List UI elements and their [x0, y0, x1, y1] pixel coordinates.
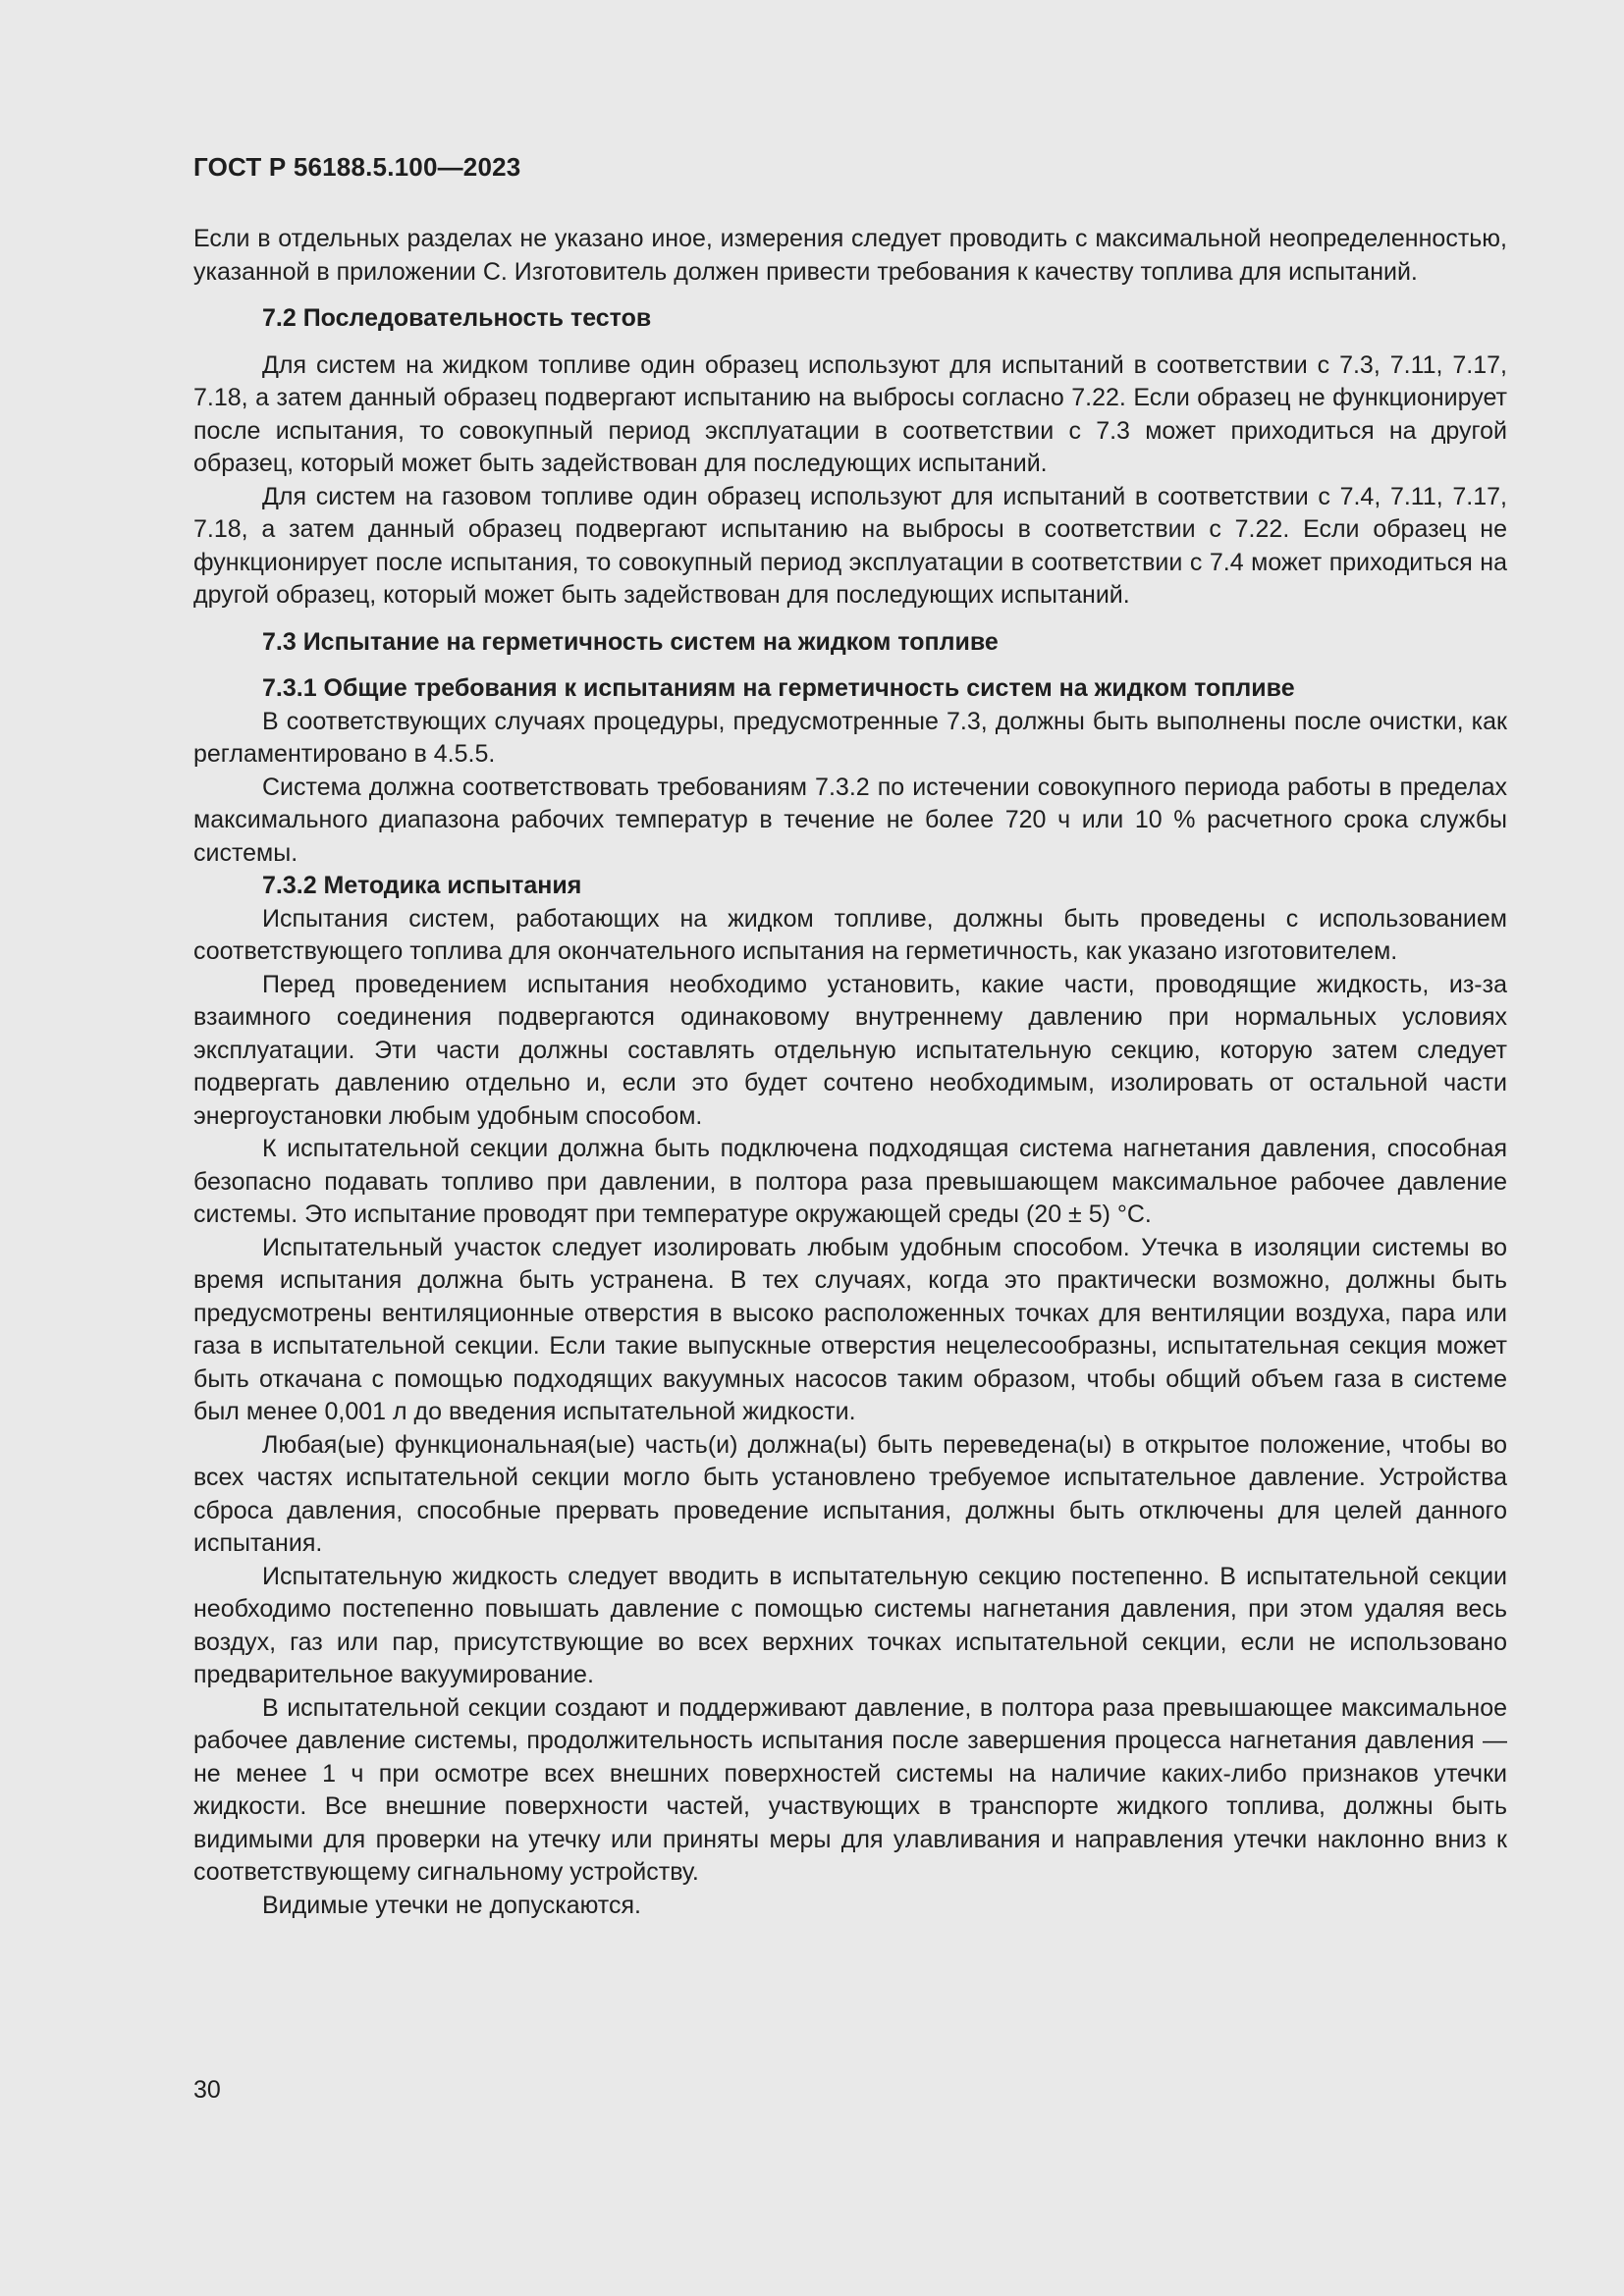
paragraph-7-3-2-g: В испытательной секции создают и поддерживают давление, в полтора раза превышающее максимальное рабочее давление системы, продолжительность испытания после завершения процесса нагнетания давления — не менее 1 ч при осмотре всех внешних поверхностей системы на наличие каких-либо признаков утечки жидкости. Все внешние поверхности частей, участвующих в транспорте жидкого топлива, должны быть видимыми для проверки на утечку или приняты меры для улавливания и направления утечки наклонно вниз к соответствующему сигнальному устройству. — [193, 1693, 1507, 1886]
paragraph-7-3-1-b: Система должна соответствовать требованиям 7.3.2 по истечении совокупного периода работы в пределах максимального диапазона рабочих температур в течение не более 720 ч или 10 % расчетного срока службы системы. — [193, 773, 1507, 867]
paragraph-7-3-2-h: Видимые утечки не допускаются. — [262, 1891, 641, 1919]
paragraph-7-3-2-d: Испытательный участок следует изолировать любым удобным способом. Утечка в изоляции системы во время испытания должна быть устранена. В тех случаях, когда это практически возможно, должны быть предусмотрены вентиляционные отверстия в высоко расположенных точках для вентиляции воздуха, пара или газа в испытательной секции. Если такие выпускные отверстия нецелесообразны, испытательная секция может быть откачана с помощью подходящих вакуумных насосов таким образом, чтобы общий объем газа в системе был менее 0,001 л до введения испытательной жидкости. — [193, 1233, 1507, 1425]
document-header: ГОСТ Р 56188.5.100—2023 — [193, 152, 521, 182]
paragraph-7-3-2-f: Испытательную жидкость следует вводить в испытательную секцию постепенно. В испытательной секции необходимо постепенно повышать давление с помощью системы нагнетания давления, при этом удаляя весь воздух, газ или пар, присутствующие во всех верхних точках испытательной секции, если не использовано предварительное вакуумирование. — [193, 1562, 1507, 1688]
paragraph-7-2-liquid: Для систем на жидком топливе один образец используют для испытаний в соответствии с 7.3, 7.11, 7.17, 7.18, а затем данный образец подвергают испытанию на выбросы согласно 7.22. Если образец не функционирует после испытания, то совокупный период эксплуатации в соответствии с 7.3 может приходиться на другой образец, который может быть задействован для последующих испытаний. — [193, 350, 1507, 477]
paragraph-7-3-1-a: В соответствующих случаях процедуры, предусмотренные 7.3, должны быть выполнены после очистки, как регламентировано в 4.5.5. — [193, 707, 1507, 768]
document-body — [193, 223, 1507, 1922]
subsection-heading-7-3-1: 7.3.1 Общие требования к испытаниям на герметичность систем на жидком топливе — [262, 674, 1295, 702]
paragraph-7-3-2-c: К испытательной секции должна быть подключена подходящая система нагнетания давления, способная безопасно подавать топливо при давлении, в полтора раза превышающем максимальное рабочее давление системы. Это испытание проводят при температуре окружающей среды (20 ± 5) °С. — [193, 1135, 1507, 1228]
section-heading-7-2: 7.2 Последовательность тестов — [262, 304, 652, 332]
paragraph-7-3-2-a: Испытания систем, работающих на жидком топливе, должны быть проведены с использованием соответствующего топлива для окончательного испытания на герметичность, как указано изготовителем. — [193, 904, 1507, 965]
paragraph-7-3-2-b: Перед проведением испытания необходимо установить, какие части, проводящие жидкость, из-за взаимного соединения подвергаются одинаковому внутреннему давлению при нормальных условиях эксплуатации. Эти части должны составлять отдельную испытательную секцию, которую затем следует подвергать давлению отдельно и, если это будет сочтено необходимым, изолировать от остальной части энергоустановки любым удобным способом. — [193, 970, 1507, 1130]
intro-paragraph: Если в отдельных разделах не указано иное, измерения следует проводить с максимальной неопределенностью, указанной в приложении С. Изготовитель должен привести требования к качеству топлива для испытаний. — [193, 225, 1507, 286]
page-number: 30 — [193, 2076, 221, 2104]
subsection-heading-7-3-2: 7.3.2 Методика испытания — [262, 872, 582, 899]
paragraph-7-2-gas: Для систем на газовом топливе один образец используют для испытаний в соответствии с 7.4, 7.11, 7.17, 7.18, а затем данный образец подвергают испытанию на выбросы в соответствии с 7.22. Если образец не функционирует после испытания, то совокупный период эксплуатации в соответствии с 7.4 может приходиться на другой образец, который может быть задействован для последующих испытаний. — [193, 482, 1507, 609]
section-heading-7-3: 7.3 Испытание на герметичность систем на жидком топливе — [262, 627, 999, 656]
paragraph-7-3-2-e: Любая(ые) функциональная(ые) часть(и) должна(ы) быть переведена(ы) в открытое положение, чтобы во всех частях испытательной секции могло быть установлено требуемое испытательное давление. Устройства сброса давления, способные прервать проведение испытания, должны быть отключены для целей данного испытания. — [193, 1430, 1507, 1557]
